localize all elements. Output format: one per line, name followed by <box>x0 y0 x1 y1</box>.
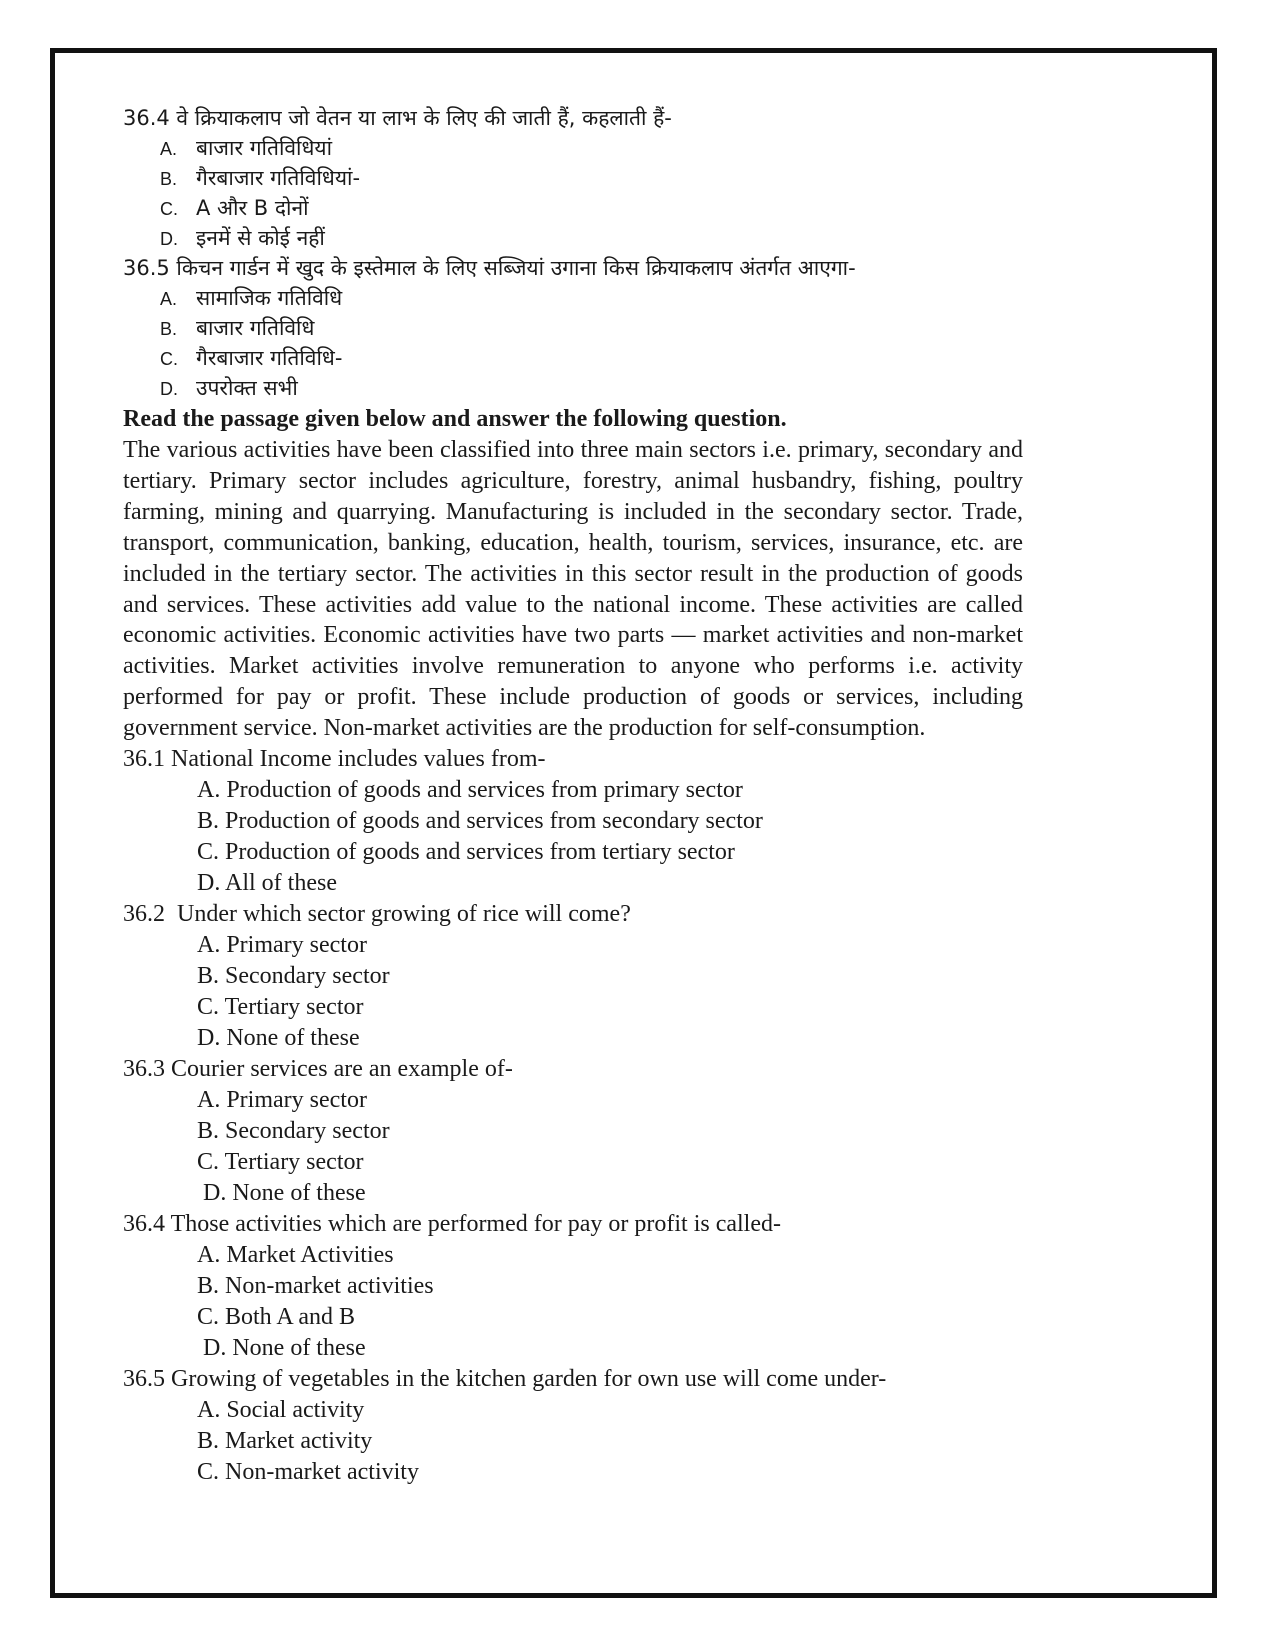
option-letter: C. <box>160 349 178 369</box>
english-option: D. All of these <box>197 870 337 897</box>
english-option: C. Both A and B <box>197 1304 356 1331</box>
english-question-block <box>123 1364 1023 1488</box>
english-option: D. None of these <box>197 1025 360 1052</box>
english-option: A. Social activity <box>197 1397 365 1424</box>
hindi-question: 36.5 किचन गार्डन में खुद के इस्तेमाल के लिए सब्जियां उगाना किस क्रियाकलाप अंतर्गत आएगा- <box>123 256 856 280</box>
option-letter: A. <box>160 289 178 309</box>
option-letter: B. <box>160 169 178 189</box>
hindi-option <box>123 343 1023 373</box>
question-text: 36.2 Under which sector growing of rice will come? <box>123 901 631 928</box>
english-option: D. None of these <box>203 1180 366 1207</box>
english-option: A. Primary sector <box>197 1087 367 1114</box>
english-option: C. Production of goods and services from tertiary sector <box>197 839 735 866</box>
english-question: 36.4 Those activities which are performed for pay or profit is called- <box>123 1211 781 1238</box>
option-text: गैरबाजार गतिविधियां- <box>196 166 361 190</box>
option-letter: C. <box>160 199 178 219</box>
english-question-block <box>123 899 1023 1054</box>
option-letter: A. <box>160 139 178 159</box>
english-question-block <box>123 744 1023 899</box>
hindi-option <box>123 283 1023 313</box>
english-option: A. Production of goods and services from primary sector <box>197 777 743 804</box>
english-question: 36.1 National Income includes values from- <box>123 746 546 773</box>
english-option: A. Primary sector <box>197 932 367 959</box>
english-question: 36.3 Courier services are an example of- <box>123 1056 513 1083</box>
english-question-block <box>123 1054 1023 1209</box>
option-text: उपरोक्त सभी <box>196 376 298 400</box>
passage-text: The various activities have been classified into three main sectors i.e. primary, secondary and tertiary. Primary sector includes agriculture, forestry, animal husbandry, fishing, poultry farming, mining and quarrying. Manufacturing is included in the secondary sector. Trade, transport, communication, banking, education, health, tourism, services, insurance, etc. are included in the tertiary sector. The activities in this sector result in the production of goods and services. These activities add value to the national income. These activities are called economic activities. Economic activities have two parts — market activities and non-market activities. Market activities involve remuneration to anyone who performs i.e. activity performed for pay or profit. These include production of goods or services, including government service. Non-market activities are the production for self-consumption. <box>123 437 1023 742</box>
english-option: B. Secondary sector <box>197 963 390 990</box>
hindi-option <box>123 133 1023 163</box>
hindi-option <box>123 193 1023 223</box>
english-option: D. None of these <box>203 1335 366 1362</box>
option-letter: B. <box>160 319 178 339</box>
english-option: B. Secondary sector <box>197 1118 390 1145</box>
hindi-question-block <box>123 253 1023 403</box>
english-option: B. Production of goods and services from secondary sector <box>197 808 763 835</box>
english-option: B. Non-market activities <box>197 1273 434 1300</box>
english-option: C. Tertiary sector <box>197 994 364 1021</box>
english-option: C. Non-market activity <box>197 1459 419 1486</box>
english-option: C. Tertiary sector <box>197 1149 364 1176</box>
option-letter: D. <box>160 229 178 249</box>
english-question-block <box>123 1209 1023 1364</box>
page-content <box>123 103 1023 1488</box>
english-option: A. Market Activities <box>197 1242 394 1269</box>
option-text: इनमें से कोई नहीं <box>196 226 325 250</box>
option-text: बाजार गतिविधियां <box>196 136 333 160</box>
option-text: गैरबाजार गतिविधि- <box>196 346 343 370</box>
hindi-option <box>123 373 1023 403</box>
option-text: सामाजिक गतिविधि <box>196 286 343 310</box>
hindi-question-block <box>123 103 1023 253</box>
english-option: B. Market activity <box>197 1428 373 1455</box>
english-question <box>123 899 1023 930</box>
hindi-option <box>123 163 1023 193</box>
passage-heading: Read the passage given below and answer the following question. <box>123 406 787 432</box>
option-letter: D. <box>160 379 178 399</box>
hindi-option <box>123 313 1023 343</box>
hindi-question: 36.4 वे क्रियाकलाप जो वेतन या लाभ के लिए की जाती हैं, कहलाती हैं- <box>123 106 672 130</box>
option-text: बाजार गतिविधि <box>196 316 315 340</box>
hindi-option <box>123 223 1023 253</box>
english-question: 36.5 Growing of vegetables in the kitchen garden for own use will come under- <box>123 1366 887 1393</box>
option-text: A और B दोनों <box>196 196 309 220</box>
